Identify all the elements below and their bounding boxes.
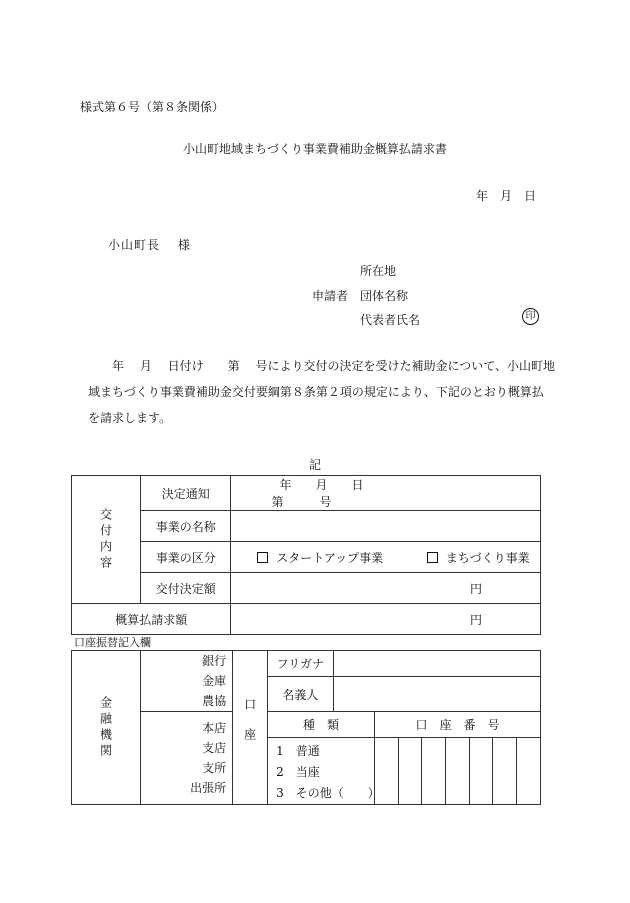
addressee: 小山町長 様 bbox=[108, 238, 191, 252]
inst-type-nokyo: 農協 bbox=[202, 694, 227, 708]
request-amount-yen: 円 bbox=[469, 612, 482, 627]
furigana-field[interactable] bbox=[333, 651, 540, 677]
grant-section-label: 交付内容 bbox=[72, 476, 141, 604]
address-label: 所在地 bbox=[360, 264, 397, 278]
institution-branch[interactable] bbox=[141, 712, 233, 805]
kind-futsu: 1 普通 bbox=[276, 744, 320, 758]
project-type-field bbox=[231, 542, 541, 573]
account-digit-5[interactable] bbox=[469, 738, 493, 805]
machizukuri-checkbox[interactable] bbox=[427, 552, 438, 563]
kind-other: 3 その他（ ） bbox=[276, 786, 380, 800]
furigana-label: フリガナ bbox=[268, 651, 333, 677]
applicant-label: 申請者 bbox=[312, 289, 349, 303]
ki-heading: 記 bbox=[308, 458, 321, 472]
account-number-label: 口 座 番 号 bbox=[374, 712, 540, 738]
body-text-line-2: 域まちづくり事業費補助金交付要綱第８条第２項の規定により、下記のとおり概算払 bbox=[88, 385, 544, 399]
bank-transfer-table bbox=[71, 650, 541, 805]
account-kind-label: 種 類 bbox=[268, 712, 375, 738]
account-digit-6[interactable] bbox=[493, 738, 517, 805]
startup-checkbox[interactable] bbox=[257, 552, 268, 563]
grant-details-table bbox=[71, 475, 541, 635]
project-type-label: 事業の区分 bbox=[141, 542, 231, 573]
decision-number: 第 号 bbox=[271, 495, 332, 509]
institution-type-top[interactable] bbox=[141, 651, 233, 712]
decision-notice-label: 決定通知 bbox=[141, 476, 231, 511]
representative-label: 代表者氏名 bbox=[360, 313, 421, 327]
account-label: 口座 bbox=[233, 651, 268, 805]
startup-option-label: スタートアップ事業 bbox=[276, 550, 384, 565]
request-amount-field[interactable] bbox=[231, 604, 541, 635]
grant-amount-label: 交付決定額 bbox=[141, 573, 231, 604]
inst-type-bank: 銀行 bbox=[202, 654, 227, 668]
branch-honten: 本店 bbox=[202, 721, 227, 735]
project-name-label: 事業の名称 bbox=[141, 511, 231, 542]
holder-label: 名義人 bbox=[268, 677, 333, 712]
document-title: 小山町地域まちづくり事業費補助金概算払請求書 bbox=[183, 142, 447, 156]
inst-type-kinko: 金庫 bbox=[202, 674, 227, 688]
grant-amount-yen: 円 bbox=[469, 581, 482, 596]
body-text-line-3: を請求します。 bbox=[88, 411, 172, 425]
account-kind-options[interactable] bbox=[268, 738, 380, 805]
project-name-field[interactable] bbox=[231, 511, 541, 542]
organization-label: 団体名称 bbox=[360, 289, 409, 303]
account-digit-4[interactable] bbox=[446, 738, 470, 805]
holder-field[interactable] bbox=[333, 677, 540, 712]
institution-label: 金融機関 bbox=[72, 651, 141, 805]
machizukuri-option-label: まちづくり事業 bbox=[445, 550, 530, 565]
account-digit-3[interactable] bbox=[422, 738, 446, 805]
decision-date: 年 月 日 bbox=[279, 478, 364, 492]
account-digit-7[interactable] bbox=[517, 738, 541, 805]
date-line: 年 月 日 bbox=[476, 189, 537, 203]
account-digit-2[interactable] bbox=[398, 738, 422, 805]
decision-notice-field[interactable] bbox=[231, 476, 541, 511]
seal-mark: 印 bbox=[522, 308, 539, 325]
grant-amount-field[interactable] bbox=[231, 573, 541, 604]
request-amount-label: 概算払請求額 bbox=[72, 604, 231, 635]
bank-transfer-heading: 口座振替記入欄 bbox=[74, 636, 151, 649]
body-text-line-1: 年 月 日付け 第 号により交付の決定を受けた補助金について、小山町地 bbox=[112, 359, 555, 373]
form-number: 様式第６号（第８条関係） bbox=[80, 100, 225, 114]
branch-shiten: 支店 bbox=[202, 741, 227, 755]
branch-shutchojo: 出張所 bbox=[190, 781, 227, 795]
kind-toza: 2 当座 bbox=[276, 765, 320, 779]
branch-shisho: 支所 bbox=[202, 761, 227, 775]
